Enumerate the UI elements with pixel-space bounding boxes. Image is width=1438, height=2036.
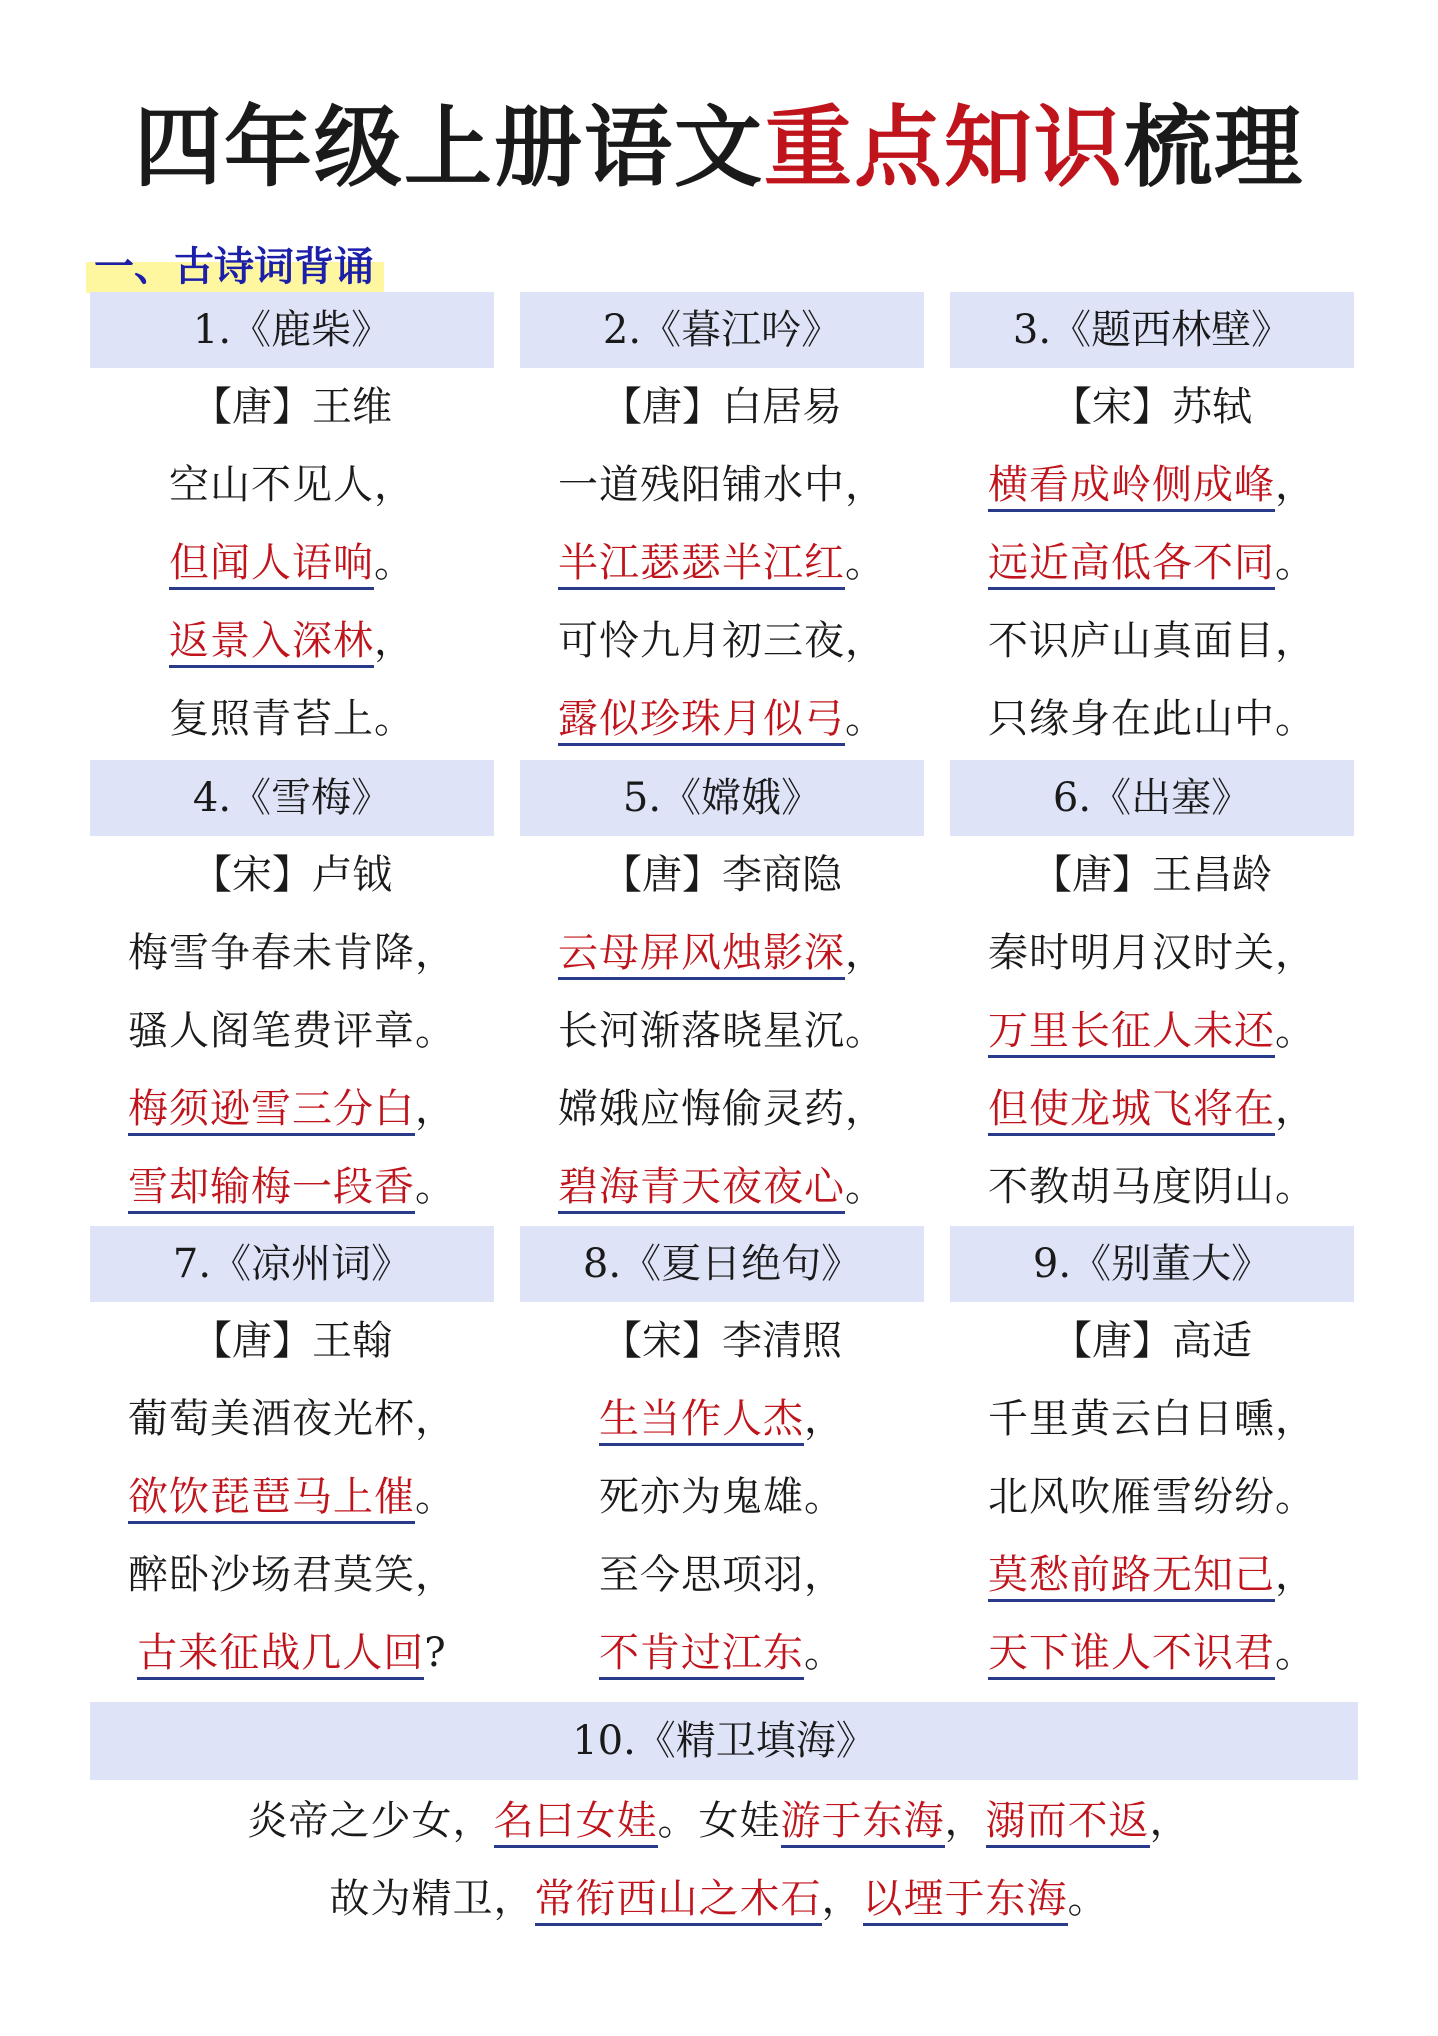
poem-author: 【宋】李清照 [602, 1318, 842, 1364]
poem-author: 【唐】王昌龄 [1032, 852, 1272, 898]
line-text: 北风吹雁雪纷纷。 [988, 1474, 1316, 1520]
line-text: ， [1149, 1798, 1191, 1844]
poem-line [950, 1458, 1354, 1536]
line-text: 嫦娥应悔偷灵药， [558, 1086, 886, 1132]
line-text: 。 [1275, 1008, 1316, 1054]
line-text: 葡萄美酒夜光杯， [128, 1396, 456, 1442]
poem-line [90, 680, 494, 758]
line-text: 。 [845, 540, 886, 586]
poem-line [950, 1380, 1354, 1458]
poem-10-title: 10.《精卫填海》 [90, 1702, 1358, 1780]
line-text: 不教胡马度阴山。 [988, 1164, 1316, 1210]
key-phrase: 但使龙城飞将在 [988, 1086, 1275, 1136]
poem-author: 【唐】高适 [1052, 1318, 1252, 1364]
key-phrase: 远近高低各不同 [988, 540, 1275, 590]
key-phrase: 但闻人语响 [169, 540, 374, 590]
line-text: ， [804, 1396, 845, 1442]
poem-line [90, 1148, 494, 1226]
poem-line [90, 1380, 494, 1458]
key-phrase: 以堙于东海 [863, 1876, 1068, 1926]
poem-title: 1.《鹿柴》 [90, 292, 494, 368]
line-text: 秦时明月汉时关， [988, 930, 1316, 976]
poem-10-line [0, 1782, 1438, 1860]
line-text: 醉卧沙场君莫笑， [128, 1552, 456, 1598]
line-text: 。 [1067, 1876, 1109, 1922]
key-phrase: 莫愁前路无知己 [988, 1552, 1275, 1602]
key-phrase: 天下谁人不识君 [988, 1630, 1275, 1680]
line-text: ， [944, 1798, 986, 1844]
key-phrase: 横看成岭侧成峰 [988, 462, 1275, 512]
line-text: 。 [845, 696, 886, 742]
line-text: 复照青苔上。 [169, 696, 415, 742]
poem-line [90, 446, 494, 524]
line-text: 炎帝之少女， [247, 1798, 494, 1844]
key-phrase: 常衔西山之木石 [535, 1876, 822, 1926]
poem-line [520, 446, 924, 524]
poem-author: 【唐】王翰 [192, 1318, 392, 1364]
poem-line [90, 602, 494, 680]
poem-title: 2.《暮江吟》 [520, 292, 924, 368]
key-phrase: 生当作人杰 [599, 1396, 804, 1446]
key-phrase: 返景入深林 [169, 618, 374, 668]
poem-line [950, 680, 1354, 758]
poem-line [90, 914, 494, 992]
line-text: 死亦为鬼雄。 [599, 1474, 845, 1520]
line-text: 空山不见人， [169, 462, 415, 508]
line-text: 。 [415, 1164, 456, 1210]
key-phrase: 露似珍珠月似弓 [558, 696, 845, 746]
key-phrase: 名曰女娃 [494, 1798, 658, 1848]
line-text: 只缘身在此山中。 [988, 696, 1316, 742]
key-phrase: 半江瑟瑟半江红 [558, 540, 845, 590]
poem-line [950, 1148, 1354, 1226]
poem-card [90, 1226, 494, 1692]
section-heading: 一、古诗词背诵 [86, 236, 384, 298]
poem-title: 5.《嫦娥》 [520, 760, 924, 836]
title-highlight: 重点知识 [763, 95, 1124, 199]
poem-line [520, 1148, 924, 1226]
poem-card [950, 292, 1354, 758]
key-phrase: 梅须逊雪三分白 [128, 1086, 415, 1136]
poem-line [90, 1458, 494, 1536]
line-text: ， [845, 930, 886, 976]
poem-title: 8.《夏日绝句》 [520, 1226, 924, 1302]
poem-line [950, 1614, 1354, 1692]
poem-card [950, 760, 1354, 1226]
title-part2: 梳理 [1124, 95, 1305, 199]
line-text: 。 [415, 1474, 456, 1520]
poem-card [520, 1226, 924, 1692]
line-text: 梅雪争春未肯降， [128, 930, 456, 976]
key-phrase: 不肯过江东 [599, 1630, 804, 1680]
key-phrase: 万里长征人未还 [988, 1008, 1275, 1058]
poem-line [950, 524, 1354, 602]
poem-line [90, 524, 494, 602]
page-title [0, 92, 1438, 202]
poem-title: 7.《凉州词》 [90, 1226, 494, 1302]
poem-line [520, 1458, 924, 1536]
line-text: 。 [1275, 1630, 1316, 1676]
poem-line [520, 1070, 924, 1148]
poem-line [520, 914, 924, 992]
line-text: ? [424, 1630, 447, 1676]
poem-line [950, 446, 1354, 524]
title-part1: 四年级上册语文 [133, 95, 764, 199]
poem-line [520, 1536, 924, 1614]
line-text: 。 [374, 540, 415, 586]
poem-author: 【唐】李商隐 [602, 852, 842, 898]
poem-line [520, 602, 924, 680]
key-phrase: 雪却输梅一段香 [128, 1164, 415, 1214]
poem-author: 【宋】苏轼 [1052, 384, 1252, 430]
line-text: 。 [845, 1164, 886, 1210]
poem-title: 6.《出塞》 [950, 760, 1354, 836]
poem-line [90, 1536, 494, 1614]
poem-line [520, 1380, 924, 1458]
line-text: ， [1275, 1552, 1316, 1598]
poem-line [950, 1070, 1354, 1148]
key-phrase: 欲饮琵琶马上催 [128, 1474, 415, 1524]
line-text: 。女娃 [657, 1798, 781, 1844]
poem-author: 【唐】白居易 [602, 384, 842, 430]
line-text: 故为精卫， [329, 1876, 535, 1922]
line-text: ， [374, 618, 415, 664]
poem-line [520, 524, 924, 602]
poem-line [950, 992, 1354, 1070]
key-phrase: 云母屏风烛影深 [558, 930, 845, 980]
poem-line [950, 602, 1354, 680]
poem-title: 4.《雪梅》 [90, 760, 494, 836]
poem-line [90, 1614, 494, 1692]
line-text: 。 [1275, 540, 1316, 586]
line-text: 长河渐落晓星沉。 [558, 1008, 886, 1054]
line-text: ， [821, 1876, 863, 1922]
poem-card [90, 292, 494, 758]
poem-line [520, 992, 924, 1070]
line-text: ， [1275, 1086, 1316, 1132]
poem-card [90, 760, 494, 1226]
line-text: 至今思项羽， [599, 1552, 845, 1598]
poem-line [520, 1614, 924, 1692]
line-text: 不识庐山真面目， [988, 618, 1316, 664]
poem-line [950, 1536, 1354, 1614]
poem-line [90, 1070, 494, 1148]
poem-title: 3.《题西林壁》 [950, 292, 1354, 368]
key-phrase: 碧海青天夜夜心 [558, 1164, 845, 1214]
poem-title: 9.《别董大》 [950, 1226, 1354, 1302]
poem-author: 【宋】卢钺 [192, 852, 392, 898]
poem-card [950, 1226, 1354, 1692]
line-text: 可怜九月初三夜， [558, 618, 886, 664]
poem-card [520, 292, 924, 758]
key-phrase: 古来征战几人回 [137, 1630, 424, 1680]
key-phrase: 游于东海 [781, 1798, 945, 1848]
line-text: 。 [804, 1630, 845, 1676]
poem-10-line [0, 1860, 1438, 1938]
poem-card [520, 760, 924, 1226]
key-phrase: 溺而不返 [986, 1798, 1150, 1848]
poem-line [90, 992, 494, 1070]
poem-line [950, 914, 1354, 992]
poem-author: 【唐】王维 [192, 384, 392, 430]
poem-line [520, 680, 924, 758]
line-text: ， [1275, 462, 1316, 508]
line-text: 千里黄云白日曛， [988, 1396, 1316, 1442]
line-text: 一道残阳铺水中， [558, 462, 886, 508]
line-text: 骚人阁笔费评章。 [128, 1008, 456, 1054]
line-text: ， [415, 1086, 456, 1132]
